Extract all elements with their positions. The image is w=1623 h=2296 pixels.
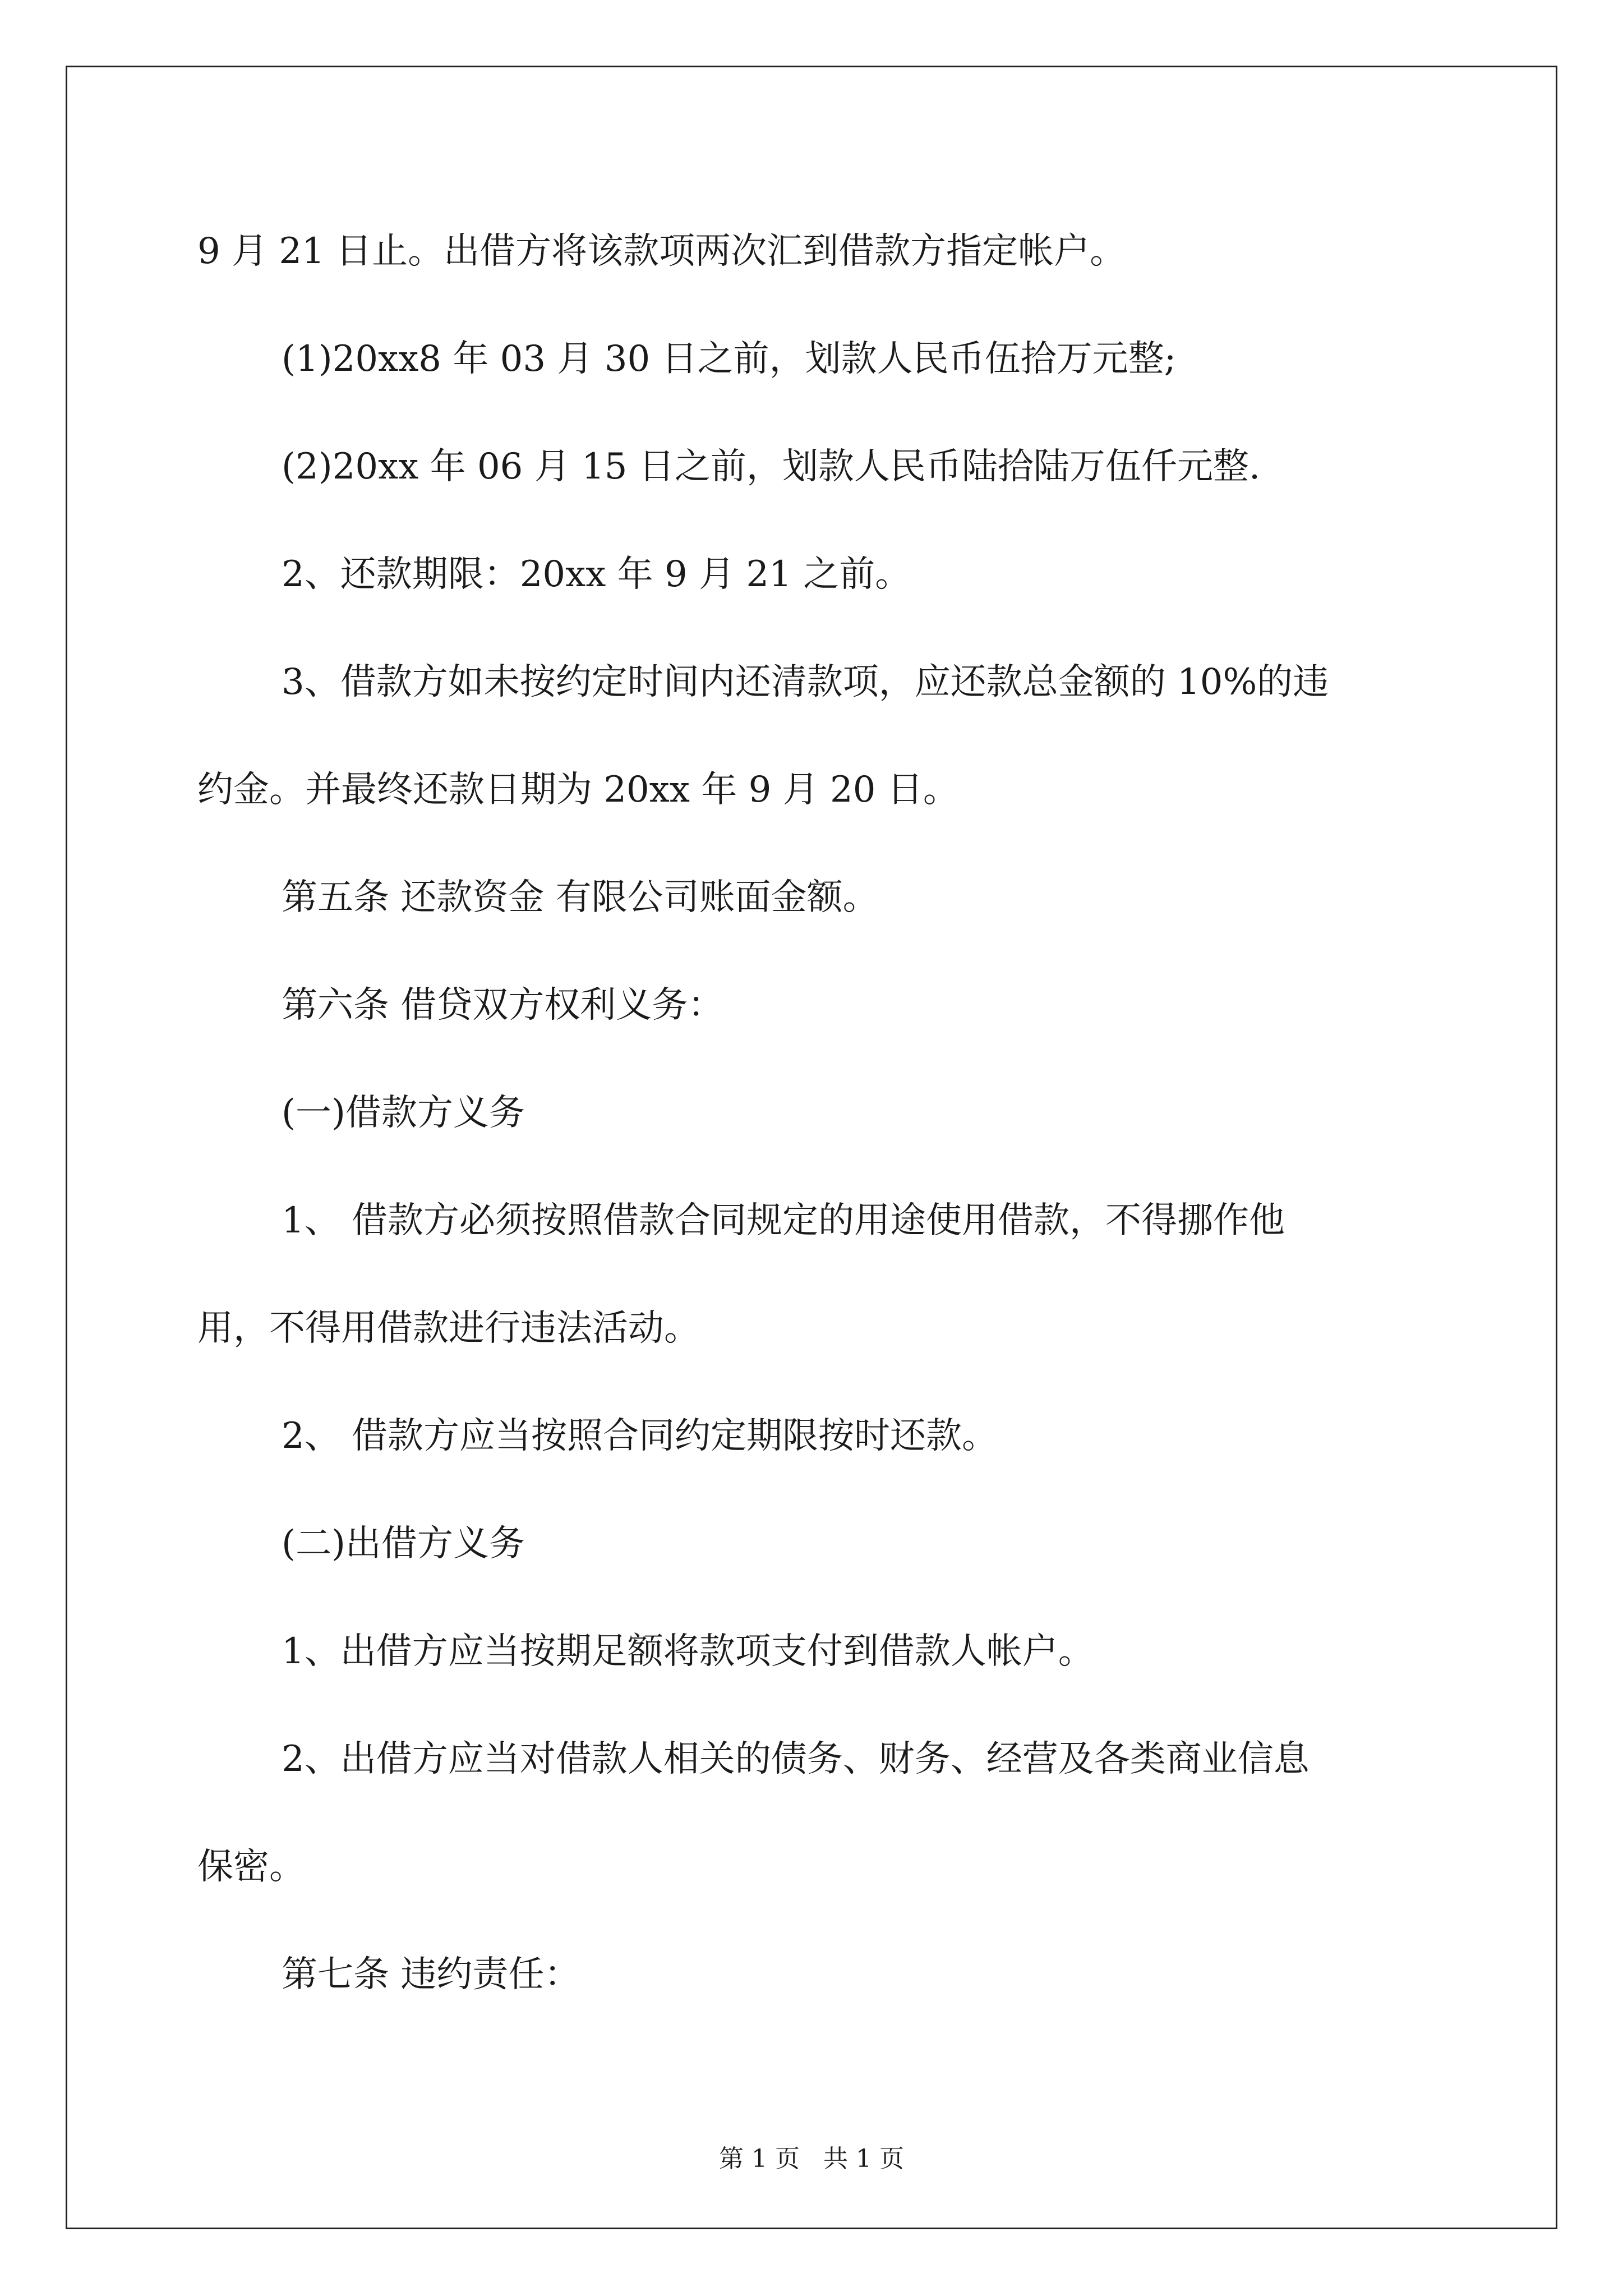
- page-footer: [0, 2138, 1623, 2174]
- text-line: 9 月 21 日止。出借方将该款项两次汇到借款方指定帐户。: [197, 231, 1126, 272]
- text-line: 第六条 借贷双方权利义务：: [282, 984, 724, 1026]
- text-line: 2、 借款方应当按照合同约定期限按时还款。: [282, 1415, 998, 1457]
- text-line: (1)20xx8 年 03 月 30 日之前，划款人民币伍拾万元整;: [282, 338, 1177, 380]
- page-number: 第 1 页: [719, 2145, 800, 2173]
- text-line: 2、还款期限：20xx 年 9 月 21 之前。: [282, 554, 911, 595]
- page-border: [66, 66, 1557, 2229]
- text-line: 1、出借方应当按期足额将款项支付到借款人帐户。: [282, 1631, 1094, 1672]
- text-line: 用，不得用借款进行违法活动。: [197, 1308, 700, 1349]
- text-line: 保密。: [197, 1846, 305, 1888]
- text-line: 第七条 违约责任：: [282, 1954, 580, 1995]
- text-line: (一)借款方义务: [282, 1092, 525, 1134]
- text-line: 2、出借方应当对借款人相关的债务、财务、经营及各类商业信息: [282, 1738, 1310, 1780]
- text-line: (2)20xx 年 06 月 15 日之前，划款人民币陆拾陆万伍仟元整.: [282, 446, 1261, 487]
- text-line: 第五条 还款资金 有限公司账面金额。: [282, 877, 879, 918]
- text-line: 1、 借款方必须按照借款合同规定的用途使用借款，不得挪作他: [282, 1200, 1285, 1241]
- text-line: (二)出借方义务: [282, 1523, 525, 1565]
- text-line: 3、借款方如未按约定时间内还清款项，应还款总金额的 10%的违: [282, 661, 1329, 703]
- page-total: 共 1 页: [823, 2145, 904, 2173]
- text-line: 约金。并最终还款日期为 20xx 年 9 月 20 日。: [197, 769, 959, 811]
